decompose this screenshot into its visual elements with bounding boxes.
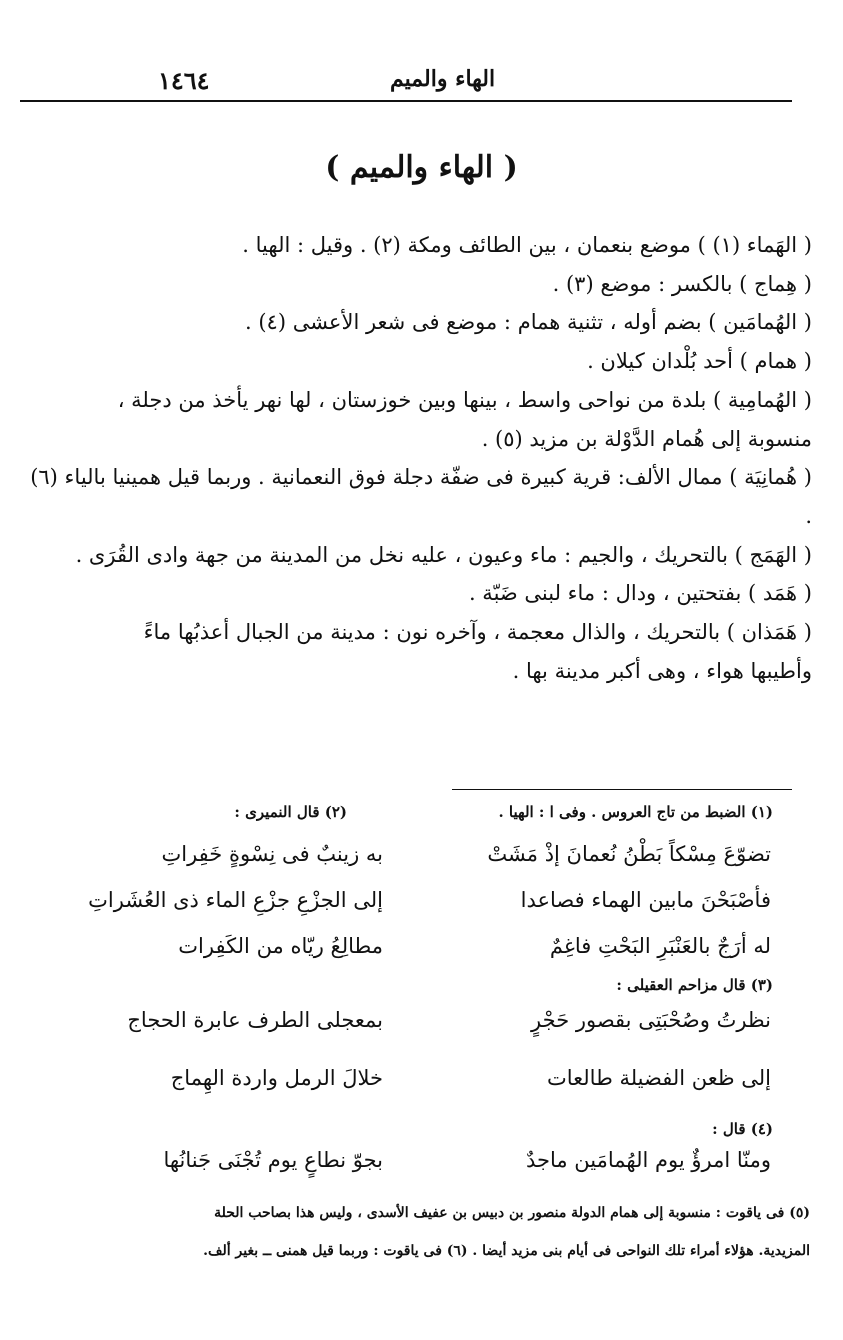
- verse-second-half: مطالِعُ ريّاه من الكَفِرات: [178, 934, 383, 958]
- verse-second-half: به زينبٌ فى نِسْوةٍ خَفِراتِ: [161, 842, 383, 866]
- entry-line: ( الهَماء (١) ) موضع بنعمان ، بين الطائف ومكة (٢) . وقيل : الهيا .: [242, 233, 812, 257]
- entry-alhumamiya: [30, 381, 812, 458]
- verse-second-half: بمعجلى الطرف عابرة الحجاج: [127, 1008, 383, 1032]
- footnote-divider: [452, 789, 792, 790]
- entry-line: ( همام ) أحد بُلْدان كيلان .: [587, 349, 812, 374]
- section-title: ( الهاء والميم ): [325, 150, 518, 185]
- footnote-4-label: (٤) قال :: [712, 1120, 773, 1138]
- footnote-1: (١) الضبط من تاج العروس . وفى ا : الهيا .: [498, 803, 773, 821]
- entry-hamaa: [30, 226, 812, 265]
- entry-hamadhan: [30, 613, 812, 690]
- entry-alhumamayn: [30, 303, 812, 342]
- verse-first-half: إلى ظعن الفضيلة طالعات: [546, 1066, 771, 1090]
- footnote-2-label: (٢) قال النميرى :: [234, 803, 347, 821]
- entry-line: ( الهُمامَين ) بضم أوله ، تثنية همام : موضع فى شعر الأعشى (٤) .: [245, 310, 812, 335]
- entry-line: ( هُمانِيَة ) ممال الألف: قرية كبيرة فى ضفّة دجلة فوق النعمانية . وربما قيل همينيا بالياء (٦) .: [30, 465, 812, 528]
- entry-humam: [30, 342, 812, 381]
- header-divider: [20, 100, 792, 102]
- verse-first-half: فأصْبَحْنَ مابين الهماء فصاعدا: [520, 888, 771, 912]
- page-number: ١٤٦٤: [158, 66, 210, 95]
- verse-first-half: تضوّعَ مِسْكاً بَطْنُ نُعمانَ إذْ مَشَتْ: [487, 842, 771, 866]
- entry-hamad: [30, 574, 812, 613]
- entry-line: ( هِماج ) بالكسر : موضع (٣) .: [552, 271, 812, 296]
- verse-first-half: نظرتُ وصُحْبَتِى بقصور حَجْرٍ: [531, 1008, 771, 1032]
- footnote-line: المزيدية. هؤلاء أمراء تلك النواحى فى أيام بنى مزيد أيضا . (٦) فى ياقوت : وربما قيل همنى ــ بغير ألف.: [203, 1243, 810, 1259]
- entry-line: ( الهَمَج ) بالتحريك ، والجيم : ماء وعيون ، عليه نخل من المدينة من جهة وادى القُرَى .: [75, 542, 812, 567]
- entry-line: ( الهُمامِية ) بلدة من نواحى واسط ، بينها وبين خوزستان ، لها نهر يأخذ من دجلة ،: [117, 387, 812, 412]
- entry-line: ( هَمَد ) بفتحتين ، ودال : ماء لبنى ضَبّة .: [468, 581, 812, 606]
- entry-line: ( هَمَذان ) بالتحريك ، والذال معجمة ، وآخره نون : مدينة من الجبال أعذبُها ماءً: [143, 620, 812, 645]
- entry-alhamaj: [30, 536, 812, 575]
- entry-humaniya: [30, 458, 812, 535]
- running-title: الهاء والميم: [390, 66, 496, 92]
- verse-first-half: ومنّا امرؤٌ يوم الهُمامَين ماجدٌ: [525, 1148, 771, 1172]
- verse-first-half: له أرَجٌ بالعَنْبَرِ البَحْتِ فاغِمٌ: [549, 934, 771, 958]
- footnotes-5-6: [20, 1194, 810, 1270]
- entries-list: [30, 226, 812, 690]
- entry-line: وأطيبها هواء ، وهى أكبر مدينة بها .: [512, 658, 812, 683]
- verse-second-half: إلى الجزْعِ جزْعِ الماء ذى العُشَراتِ: [88, 888, 383, 912]
- entry-himaj: [30, 265, 812, 304]
- verse-second-half: بجوّ نطاعٍ يوم تُجْنَى جَنانُها: [163, 1148, 383, 1172]
- footnote-line: (٥) فى ياقوت : منسوبة إلى همام الدولة منصور بن دبيس بن عفيف الأسدى ، وليس هذا بصاحب الحلة: [214, 1205, 810, 1221]
- page-header: [20, 62, 792, 102]
- verse-second-half: خلالَ الرمل واردة الهِماج: [170, 1066, 383, 1090]
- footnote-3-label: (٣) قال مزاحم العقيلى :: [616, 976, 773, 994]
- entry-line: منسوبة إلى هُمام الدَّوْلة بن مزيد (٥) .: [481, 426, 812, 451]
